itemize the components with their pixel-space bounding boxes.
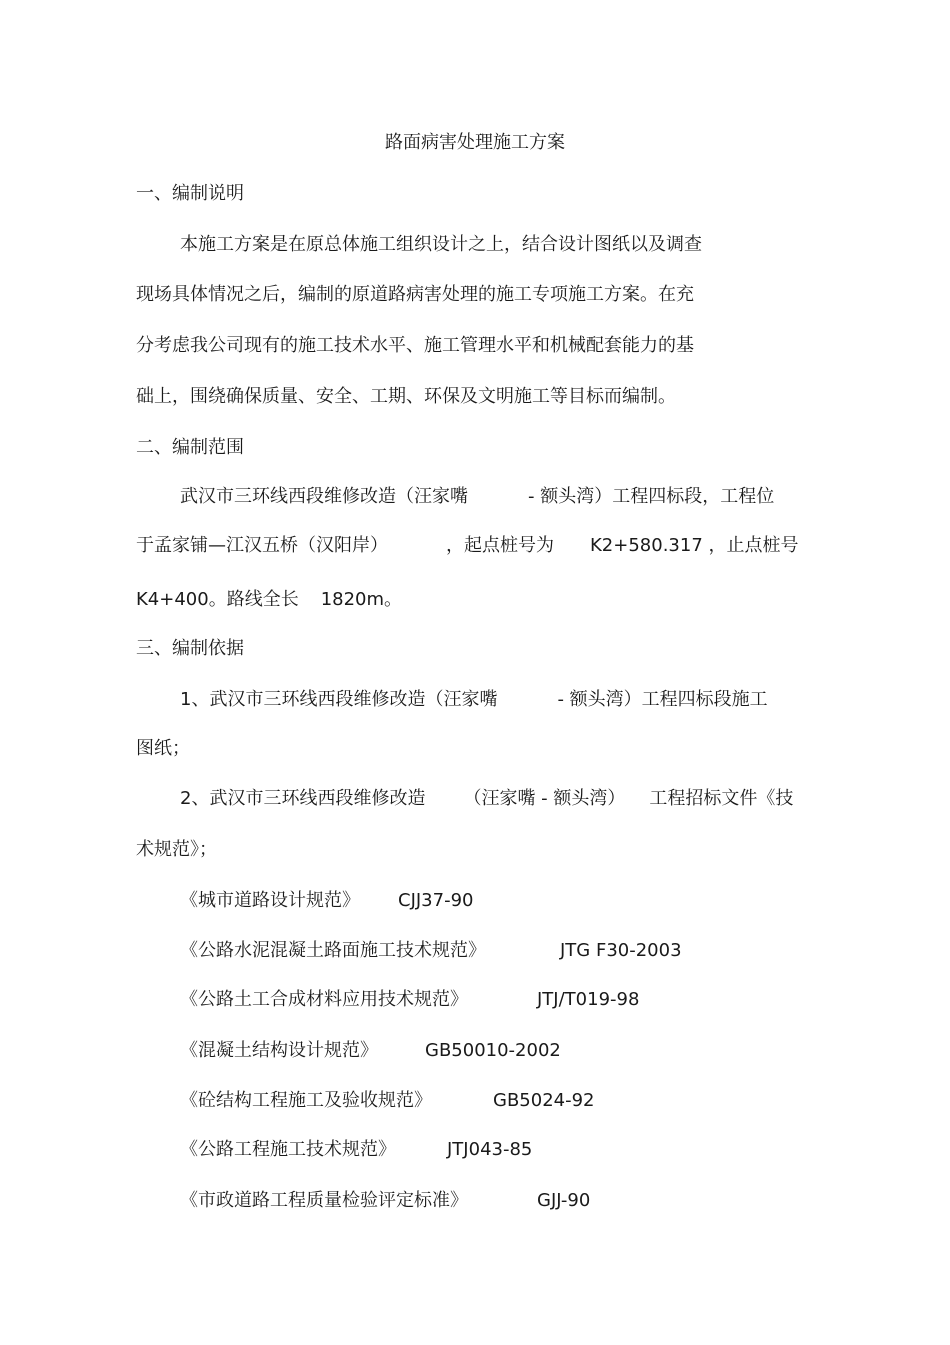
paragraph-line: 础上，围绕确保质量、安全、工期、环保及文明施工等目标而编制。 bbox=[136, 386, 676, 407]
standard-name: 《公路水泥混凝土路面施工技术规范》 bbox=[180, 940, 486, 961]
section-heading-1: 一、编制说明 bbox=[136, 183, 244, 204]
standard-name: 《砼结构工程施工及验收规范》 bbox=[180, 1090, 432, 1111]
text-run: 于孟家铺—江汉五桥（汉阳岸） bbox=[136, 535, 388, 556]
paragraph-line bbox=[180, 486, 774, 508]
list-item bbox=[180, 788, 793, 810]
text-run: 1、武汉市三环线西段维修改造（汪家嘴 bbox=[180, 689, 498, 710]
standard-code: GJJ-90 bbox=[537, 1190, 591, 1211]
list-item bbox=[180, 689, 768, 711]
paragraph-line: 本施工方案是在原总体施工组织设计之上，结合设计图纸以及调查 bbox=[180, 234, 702, 255]
standard-code: JTJ/T019-98 bbox=[537, 989, 640, 1010]
standard-name: 《公路工程施工技术规范》 bbox=[180, 1139, 396, 1160]
text-run: K2+580.317 ，止点桩号 bbox=[590, 535, 799, 556]
document-title: 路面病害处理施工方案 bbox=[385, 132, 565, 153]
text-run: 工程招标文件《技 bbox=[649, 788, 794, 809]
section-heading-2: 二、编制范围 bbox=[136, 437, 244, 458]
text-run: 武汉市三环线西段维修改造（汪家嘴 bbox=[180, 486, 468, 507]
standard-code: GB5024-92 bbox=[493, 1090, 595, 1111]
text-run: - 额头湾）工程四标段，工程位 bbox=[528, 486, 775, 507]
paragraph-line: 分考虑我公司现有的施工技术水平、施工管理水平和机械配套能力的基 bbox=[136, 335, 694, 356]
paragraph-line bbox=[136, 535, 799, 557]
paragraph-line bbox=[136, 589, 402, 611]
list-item-continuation: 图纸； bbox=[136, 738, 190, 759]
text-run: （汪家嘴 - 额头湾） bbox=[463, 788, 626, 809]
paragraph-line: 现场具体情况之后，编制的原道路病害处理的施工专项施工方案。在充 bbox=[136, 284, 694, 305]
section-heading-3: 三、编制依据 bbox=[136, 638, 244, 659]
standard-name: 《城市道路设计规范》 bbox=[180, 890, 360, 911]
text-run: 1820m。 bbox=[320, 589, 403, 610]
text-run: K4+400。路线全长 bbox=[136, 589, 299, 610]
standard-name: 《市政道路工程质量检验评定标准》 bbox=[180, 1190, 468, 1211]
standard-code: JTJ043-85 bbox=[447, 1139, 533, 1160]
standard-code: CJJ37-90 bbox=[398, 890, 474, 911]
standard-code: JTG F30-2003 bbox=[560, 940, 682, 961]
standard-name: 《公路土工合成材料应用技术规范》 bbox=[180, 989, 468, 1010]
standard-name: 《混凝土结构设计规范》 bbox=[180, 1040, 378, 1061]
text-run: - 额头湾）工程四标段施工 bbox=[557, 689, 768, 710]
standard-code: GB50010-2002 bbox=[425, 1040, 561, 1061]
list-item-continuation: 术规范》； bbox=[136, 839, 217, 860]
text-run: 2、武汉市三环线西段维修改造 bbox=[180, 788, 426, 809]
text-run: ，起点桩号为 bbox=[446, 535, 554, 556]
